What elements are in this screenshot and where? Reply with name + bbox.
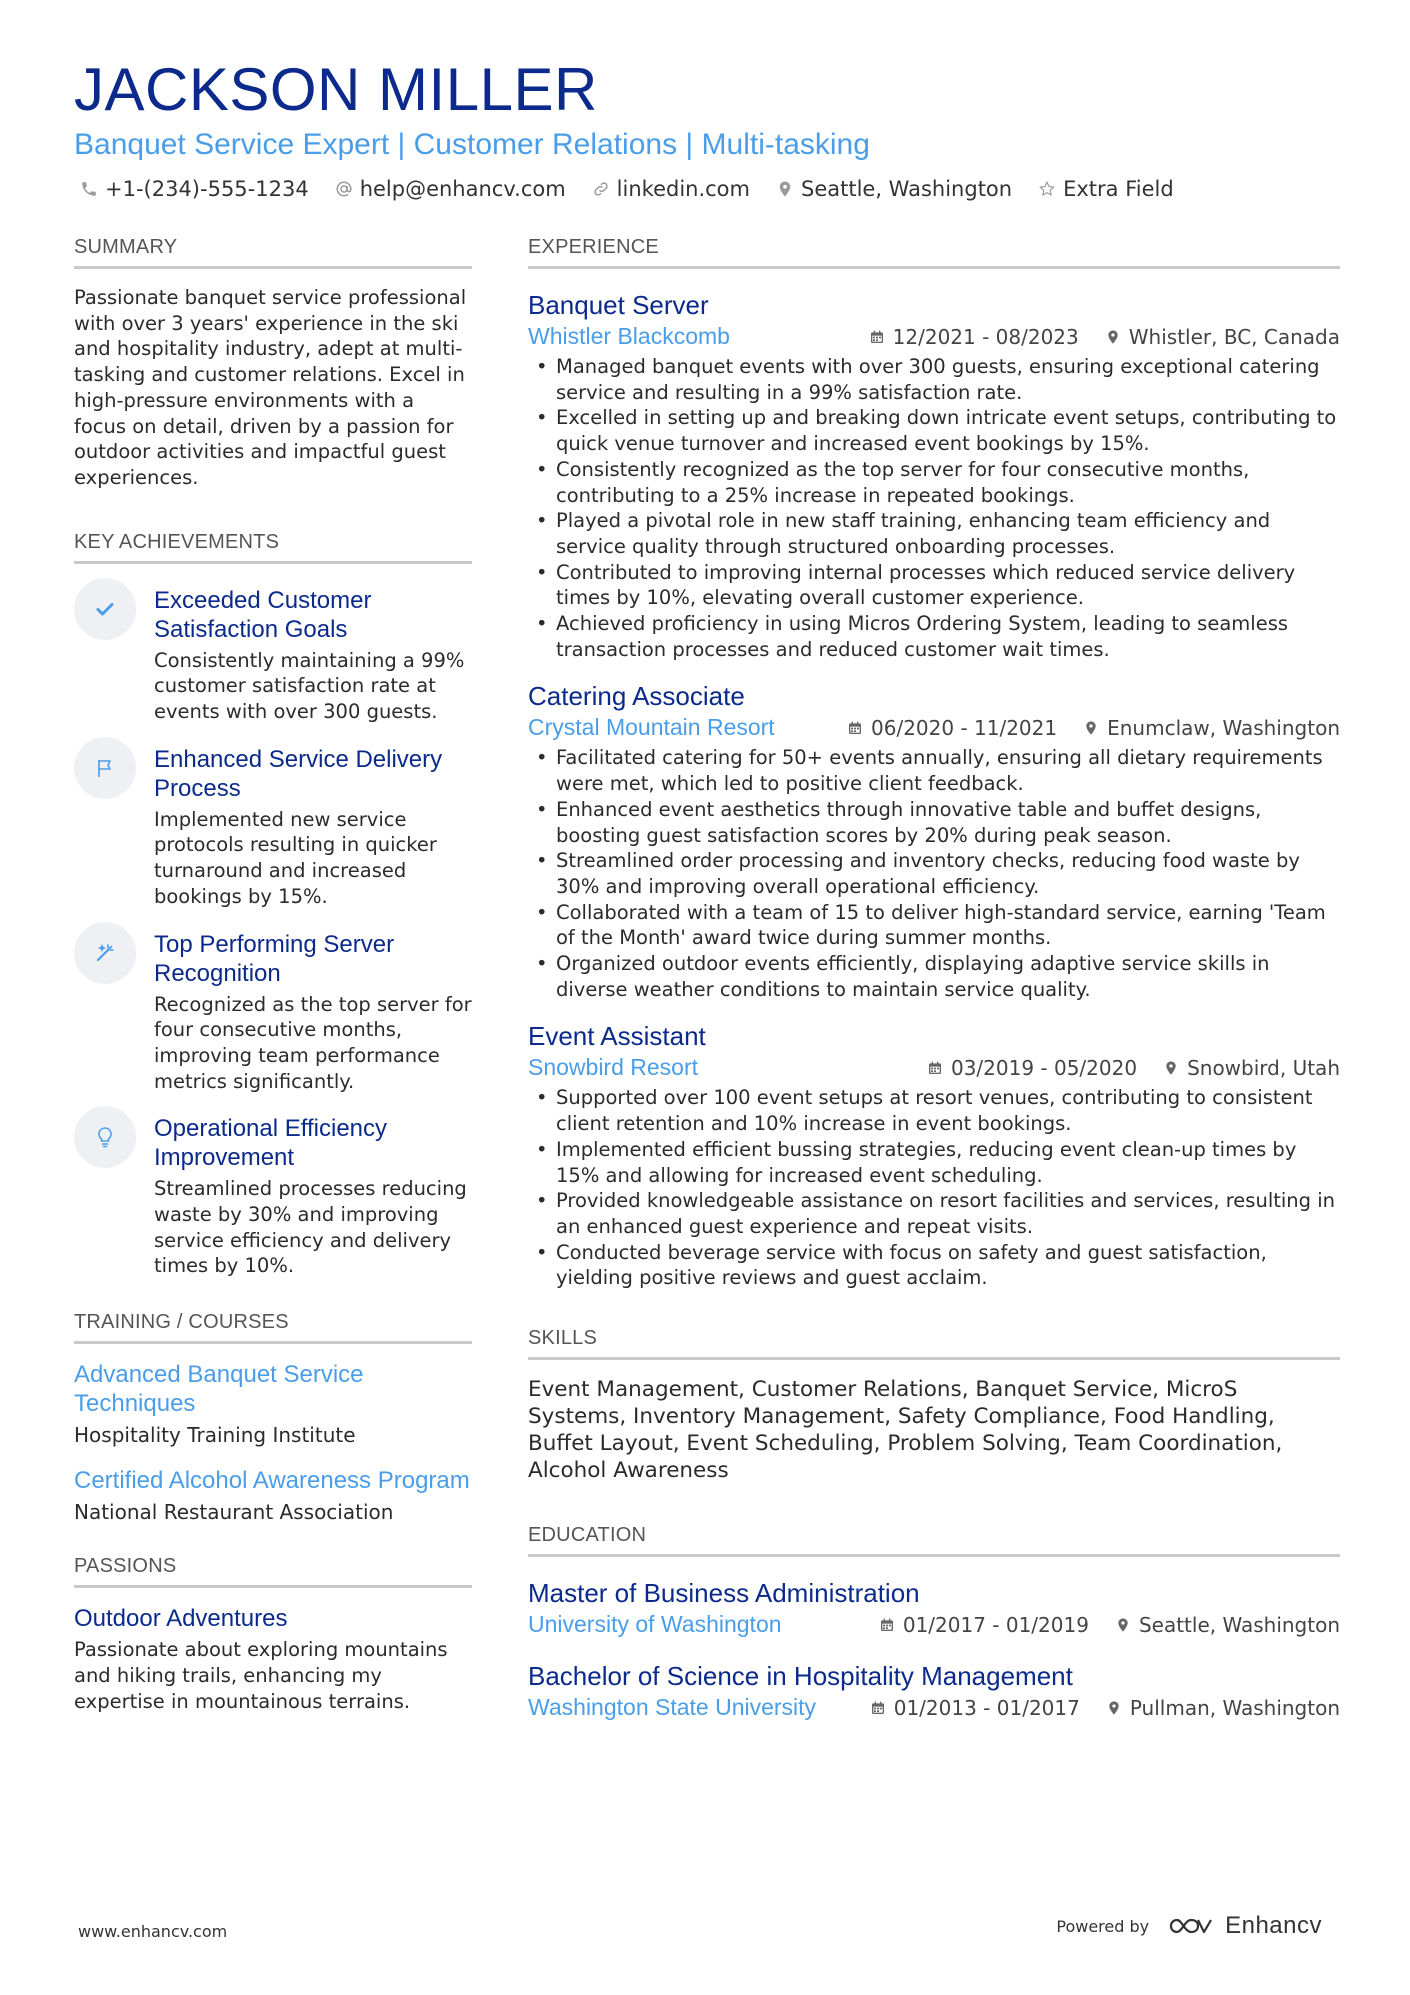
calendar-icon <box>879 1617 895 1633</box>
contact-linkedin-text: linkedin.com <box>616 177 750 201</box>
job-meta <box>528 1054 1340 1081</box>
job-dates-text: 03/2019 - 05/2020 <box>950 1055 1138 1080</box>
training-section <box>74 1311 472 1525</box>
candidate-name: JACKSON MILLER <box>74 56 598 123</box>
passion-text: Passionate about exploring mountains and hiking trails, enhancing my expertise in mountainous terrains. <box>74 1638 448 1713</box>
job-dates <box>847 716 1057 740</box>
achievement-item <box>74 1114 472 1279</box>
contact-phone-text: +1-(234)-555-1234 <box>105 177 309 201</box>
education-section <box>528 1524 1340 1721</box>
job-entry <box>528 1020 1340 1291</box>
job-bullet: • Played a pivotal role in new staff training, enhancing team efficiency and service quality through structured onboarding processes. <box>528 508 1340 559</box>
location-icon <box>1115 1617 1131 1633</box>
job-dates-text: 06/2020 - 11/2021 <box>871 715 1058 740</box>
training-heading: TRAINING / COURSES <box>74 1311 472 1344</box>
education-meta-right <box>879 1613 1340 1637</box>
phone-icon <box>80 180 98 198</box>
job-bullet: • Streamlined order processing and inventory checks, reducing food waste by 30% and improving overall operational efficiency. <box>528 848 1340 899</box>
job-dates <box>869 325 1079 349</box>
achievement-title: Enhanced Service Delivery Process <box>154 745 443 802</box>
contact-location <box>776 177 1012 201</box>
education-location <box>1106 1696 1340 1720</box>
at-icon <box>335 180 353 198</box>
job-bullet: • Managed banquet events with over 300 guests, ensuring exceptional catering service and resulting in a 99% satisfaction rate. <box>528 354 1340 405</box>
education-dates <box>870 1696 1080 1720</box>
summary-section <box>74 236 472 491</box>
job-bullet: • Organized outdoor events efficiently, displaying adaptive service skills in diverse weather conditions to maintain service quality. <box>528 951 1340 1002</box>
job-entry <box>528 289 1340 662</box>
job-bullet: • Conducted beverage service with focus on safety and guest satisfaction, yielding positive reviews and guest acclaim. <box>528 1240 1340 1291</box>
education-location-text: Seattle, Washington <box>1138 1612 1340 1637</box>
education-school: University of Washington <box>528 1611 782 1638</box>
course-org: Hospitality Training Institute <box>74 1423 356 1448</box>
education-degree: Master of Business Administration <box>528 1578 920 1609</box>
star-icon <box>1038 180 1056 198</box>
achievement-body <box>154 586 472 725</box>
job-bullet: • Collaborated with a team of 15 to deliver high-standard service, earning 'Team of the Month' award twice during summer months. <box>528 900 1340 951</box>
contact-linkedin[interactable] <box>592 177 750 201</box>
course-org: National Restaurant Association <box>74 1500 394 1525</box>
job-meta <box>528 323 1340 350</box>
location-icon <box>776 180 794 198</box>
magic-wand-icon <box>74 922 136 984</box>
enhancv-logo[interactable] <box>1167 1912 1322 1940</box>
education-entry <box>528 1577 1340 1638</box>
skills-text: Event Management, Customer Relations, Banquet Service, MicroS Systems, Inventory Management, Safety Compliance, Food Handling, Buffet Layout, Event Scheduling, Problem Solving, Team Coordination, Alcohol Awareness <box>528 1377 1283 1484</box>
calendar-icon <box>870 1700 886 1716</box>
skills-section <box>528 1327 1340 1484</box>
location-icon <box>1106 1700 1122 1716</box>
contact-email-text: help@enhancv.com <box>359 177 566 201</box>
right-column <box>528 236 1340 1737</box>
education-dates <box>879 1613 1089 1637</box>
job-bullets <box>528 745 1340 1002</box>
brand-name: Enhancv <box>1225 1912 1322 1939</box>
achievement-item <box>74 745 472 910</box>
education-meta-right <box>870 1696 1340 1720</box>
passions-heading: PASSIONS <box>74 1555 472 1588</box>
infinity-logo-icon <box>1167 1914 1215 1938</box>
achievement-body <box>154 745 472 910</box>
job-bullet: • Contributed to improving internal processes which reduced service delivery times by 10%, elevating overall customer experience. <box>528 560 1340 611</box>
education-dates-text: 01/2017 - 01/2019 <box>902 1612 1089 1637</box>
job-bullet: • Enhanced event aesthetics through innovative table and buffet designs, boosting guest satisfaction scores by 20% during peak season. <box>528 797 1340 848</box>
achievement-item <box>74 586 472 725</box>
passion-title: Outdoor Adventures <box>74 1605 288 1633</box>
calendar-icon <box>927 1060 943 1076</box>
lightbulb-icon <box>74 1106 136 1168</box>
achievement-text: Recognized as the top server for four consecutive months, improving team performance metrics significantly. <box>154 992 472 1093</box>
left-column <box>74 236 472 1714</box>
job-meta-right <box>847 716 1340 740</box>
job-location <box>1163 1056 1340 1080</box>
job-bullet: • Facilitated catering for 50+ events annually, ensuring all dietary requirements were met, which led to positive client feedback. <box>528 745 1340 796</box>
experience-section <box>528 236 1340 1291</box>
job-title: Event Assistant <box>528 1021 706 1052</box>
course-title: Certified Alcohol Awareness Program <box>74 1467 470 1495</box>
flag-icon <box>74 737 136 799</box>
calendar-icon <box>847 720 863 736</box>
achievement-text: Consistently maintaining a 99% customer satisfaction rate at events with over 300 guests. <box>154 648 465 724</box>
contact-phone[interactable] <box>80 177 309 201</box>
footer-website[interactable]: www.enhancv.com <box>78 1922 228 1941</box>
job-bullet: • Consistently recognized as the top server for four consecutive months, contributing to a 25% increase in repeated bookings. <box>528 457 1340 508</box>
education-location <box>1115 1613 1340 1637</box>
powered-by-label: Powered by <box>1056 1916 1150 1936</box>
experience-heading: EXPERIENCE <box>528 236 1340 269</box>
job-meta-right <box>869 325 1340 349</box>
job-bullet: • Achieved proficiency in using Micros Ordering System, leading to seamless transaction processes and reduced customer wait times. <box>528 611 1340 662</box>
job-bullet: • Implemented efficient bussing strategies, reducing event clean-up times by 15% and allowing for increased event scheduling. <box>528 1137 1340 1188</box>
calendar-icon <box>869 329 885 345</box>
job-company: Whistler Blackcomb <box>528 323 730 349</box>
job-title: Catering Associate <box>528 681 745 712</box>
achievements-section <box>74 531 472 1280</box>
candidate-headline: Banquet Service Expert | Customer Relations | Multi-tasking <box>74 128 870 161</box>
skills-heading: SKILLS <box>528 1327 1340 1360</box>
checkmark-icon <box>74 578 136 640</box>
summary-text: Passionate banquet service professional with over 3 years' experience in the ski and hospitality industry, adept at multi-tasking and customer relations. Excel in high-pressure environments with a focus on detail, driven by a passion for outdoor activities and impactful guest experiences. <box>74 286 467 489</box>
job-bullets <box>528 354 1340 662</box>
achievement-text: Streamlined processes reducing waste by 30% and improving service efficiency and delivery times by 10%. <box>154 1177 467 1278</box>
job-location-text: Snowbird, Utah <box>1187 1055 1340 1080</box>
job-entry <box>528 680 1340 1002</box>
contact-extra <box>1038 177 1174 201</box>
job-company: Crystal Mountain Resort <box>528 714 775 741</box>
achievement-text: Implemented new service protocols resulting in quicker turnaround and increased bookings by 15%. <box>154 807 437 908</box>
link-icon <box>592 180 610 198</box>
job-meta <box>528 714 1340 741</box>
job-bullet: • Supported over 100 event setups at resort venues, contributing to consistent client retention and 10% increase in event bookings. <box>528 1085 1340 1136</box>
job-dates <box>927 1056 1137 1080</box>
job-meta-right <box>927 1056 1340 1080</box>
location-icon <box>1105 329 1121 345</box>
course-title: Advanced Banquet Service Techniques <box>74 1361 364 1418</box>
job-title: Banquet Server <box>528 290 709 320</box>
education-dates-text: 01/2013 - 01/2017 <box>893 1695 1080 1720</box>
summary-heading: SUMMARY <box>74 236 472 269</box>
job-location-text: Whistler, BC, Canada <box>1128 324 1340 349</box>
achievement-title: Exceeded Customer Satisfaction Goals <box>154 586 372 643</box>
education-meta <box>528 1611 1340 1638</box>
contact-extra-text: Extra Field <box>1063 177 1174 201</box>
contact-location-text: Seattle, Washington <box>800 177 1013 201</box>
job-location <box>1105 325 1340 349</box>
location-icon <box>1083 720 1099 736</box>
education-meta <box>528 1694 1340 1721</box>
achievement-item <box>74 930 472 1095</box>
contact-bar <box>80 177 1174 201</box>
education-location-text: Pullman, Washington <box>1129 1695 1340 1720</box>
achievements-heading: KEY ACHIEVEMENTS <box>74 531 472 564</box>
achievement-title: Operational Efficiency Improvement <box>154 1115 388 1172</box>
location-icon <box>1163 1060 1179 1076</box>
education-entry <box>528 1660 1340 1721</box>
footer-powered-by <box>1056 1912 1322 1940</box>
job-location-text: Enumclaw, Washington <box>1107 715 1340 740</box>
job-company: Snowbird Resort <box>528 1054 699 1081</box>
achievement-body <box>154 1114 472 1279</box>
achievement-title: Top Performing Server Recognition <box>154 930 395 987</box>
contact-email[interactable] <box>335 177 566 201</box>
job-bullet: • Excelled in setting up and breaking down intricate event setups, contributing to quick venue turnover and increased event bookings by 15%. <box>528 405 1340 456</box>
achievement-body <box>154 930 472 1095</box>
job-bullets <box>528 1085 1340 1291</box>
education-heading: EDUCATION <box>528 1524 1340 1557</box>
job-location <box>1083 716 1340 740</box>
job-dates-text: 12/2021 - 08/2023 <box>892 324 1079 349</box>
education-school: Washington State University <box>528 1694 817 1721</box>
passions-section <box>74 1555 472 1714</box>
job-bullet: • Provided knowledgeable assistance on resort facilities and services, resulting in an enhanced guest experience and repeat visits. <box>528 1188 1340 1239</box>
education-degree: Bachelor of Science in Hospitality Management <box>528 1661 1073 1692</box>
